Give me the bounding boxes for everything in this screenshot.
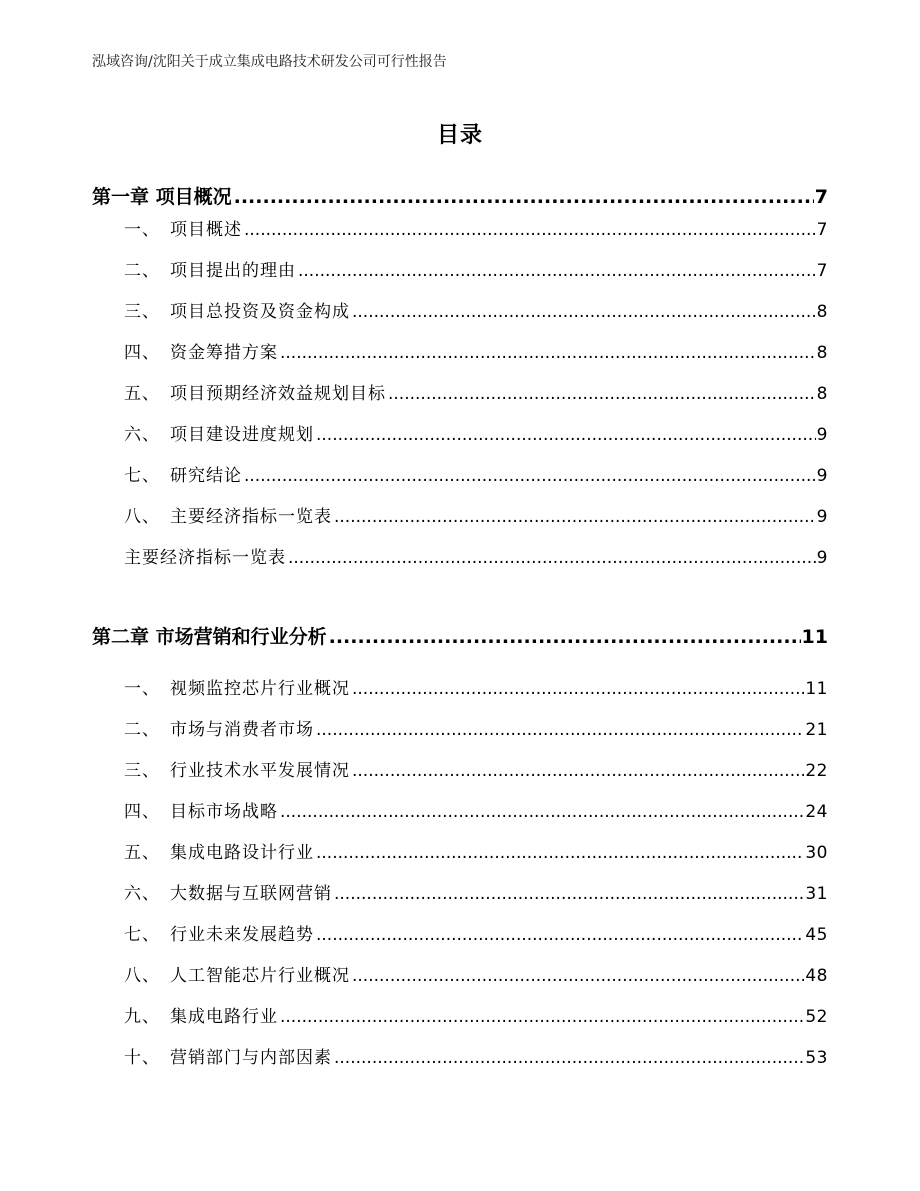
dot-leader (316, 922, 804, 948)
section-label: 营销部门与内部因素 (170, 1048, 332, 1068)
toc-section[interactable] (124, 217, 828, 243)
section-number: 一、 (124, 679, 160, 699)
section-label: 行业未来发展趋势 (170, 925, 314, 945)
section-label: 主要经济指标一览表 (124, 548, 286, 568)
toc-section[interactable] (124, 799, 828, 825)
page-number: 31 (805, 884, 828, 904)
dot-leader (352, 299, 816, 325)
section-label: 目标市场战略 (170, 802, 278, 822)
section-number: 七、 (124, 925, 160, 945)
dot-leader (280, 1004, 804, 1030)
section-number: 八、 (124, 966, 160, 986)
toc-section[interactable] (124, 1045, 828, 1071)
page-number: 9 (816, 548, 828, 568)
page-number: 8 (816, 343, 828, 363)
page-number: 11 (805, 679, 828, 699)
toc-section[interactable] (124, 381, 828, 407)
section-number: 十、 (124, 1048, 160, 1068)
dot-leader (316, 422, 816, 448)
dot-leader (288, 545, 816, 571)
toc-title: 目录 (436, 123, 483, 148)
dot-leader (334, 1045, 804, 1071)
toc-section[interactable] (124, 717, 828, 743)
page-number: 8 (816, 302, 828, 322)
section-label: 研究结论 (170, 466, 242, 486)
section-label: 主要经济指标一览表 (170, 507, 332, 527)
toc-section[interactable] (124, 676, 828, 702)
section-label: 人工智能芯片行业概况 (170, 966, 350, 986)
page-number: 9 (816, 507, 828, 527)
section-label: 集成电路设计行业 (170, 843, 314, 863)
page-number: 48 (805, 966, 828, 986)
section-number: 六、 (124, 425, 160, 445)
page-number: 7 (816, 220, 828, 240)
dot-leader (352, 758, 804, 784)
section-label: 行业技术水平发展情况 (170, 761, 350, 781)
page-number: 8 (816, 384, 828, 404)
section-label: 项目建设进度规划 (170, 425, 314, 445)
dot-leader (244, 217, 816, 243)
toc-section[interactable] (124, 881, 828, 907)
section-number: 六、 (124, 884, 160, 904)
dot-leader (329, 622, 801, 652)
section-number: 五、 (124, 843, 160, 863)
running-header: 泓域咨询/沈阳关于成立集成电路技术研发公司可行性报告 (92, 54, 447, 70)
section-label: 集成电路行业 (170, 1007, 278, 1027)
dot-leader (244, 463, 816, 489)
page-number: 24 (805, 802, 828, 822)
toc-chapter-2[interactable] (92, 622, 828, 652)
section-number: 五、 (124, 384, 160, 404)
page-number: 22 (805, 761, 828, 781)
dot-leader (388, 381, 816, 407)
toc-section[interactable] (124, 463, 828, 489)
page-number: 7 (814, 186, 828, 208)
toc-section[interactable] (124, 922, 828, 948)
section-label: 大数据与互联网营销 (170, 884, 332, 904)
section-number: 三、 (124, 761, 160, 781)
toc-section[interactable] (124, 963, 828, 989)
section-number: 四、 (124, 802, 160, 822)
section-number: 四、 (124, 343, 160, 363)
page-number: 9 (816, 425, 828, 445)
dot-leader (334, 881, 804, 907)
section-number: 七、 (124, 466, 160, 486)
toc-section[interactable] (124, 545, 828, 571)
toc-section[interactable] (124, 840, 828, 866)
page-number: 21 (805, 720, 828, 740)
section-number: 八、 (124, 507, 160, 527)
toc-section[interactable] (124, 422, 828, 448)
toc-section[interactable] (124, 258, 828, 284)
dot-leader (334, 504, 816, 530)
section-label: 项目概述 (170, 220, 242, 240)
section-label: 项目提出的理由 (170, 261, 296, 281)
dot-leader (298, 258, 816, 284)
section-number: 二、 (124, 261, 160, 281)
section-number: 二、 (124, 720, 160, 740)
section-number: 三、 (124, 302, 160, 322)
dot-leader (280, 799, 804, 825)
page-number: 53 (805, 1048, 828, 1068)
chapter-label: 第二章 市场营销和行业分析 (92, 626, 327, 648)
dot-leader (352, 676, 804, 702)
toc-section[interactable] (124, 1004, 828, 1030)
page-number: 9 (816, 466, 828, 486)
dot-leader (280, 340, 816, 366)
dot-leader (234, 182, 814, 212)
dot-leader (316, 840, 804, 866)
section-label: 市场与消费者市场 (170, 720, 314, 740)
section-number: 九、 (124, 1007, 160, 1027)
page-number: 30 (805, 843, 828, 863)
page-number: 45 (805, 925, 828, 945)
toc-section[interactable] (124, 758, 828, 784)
toc-section[interactable] (124, 340, 828, 366)
page-number: 11 (801, 626, 828, 648)
toc-section[interactable] (124, 299, 828, 325)
dot-leader (352, 963, 804, 989)
section-label: 资金筹措方案 (170, 343, 278, 363)
toc-chapter-1[interactable] (92, 182, 828, 212)
page-number: 7 (816, 261, 828, 281)
chapter-label: 第一章 项目概况 (92, 186, 232, 208)
section-label: 项目总投资及资金构成 (170, 302, 350, 322)
section-label: 视频监控芯片行业概况 (170, 679, 350, 699)
section-number: 一、 (124, 220, 160, 240)
section-label: 项目预期经济效益规划目标 (170, 384, 386, 404)
page-number: 52 (805, 1007, 828, 1027)
dot-leader (316, 717, 804, 743)
toc-section[interactable] (124, 504, 828, 530)
